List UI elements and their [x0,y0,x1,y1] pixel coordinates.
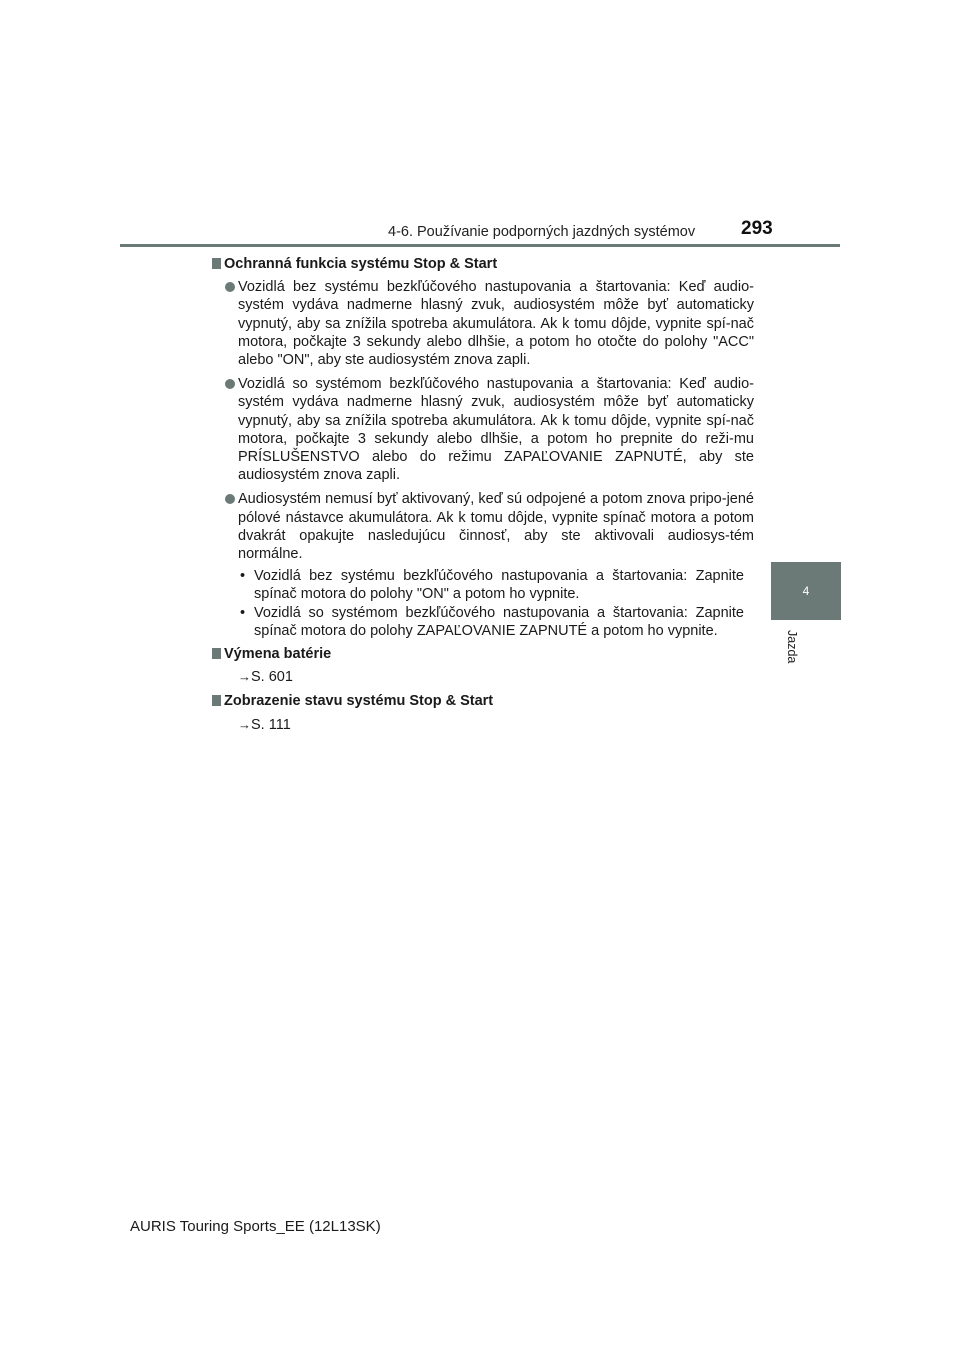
circle-bullet-icon [225,494,235,504]
section-heading-text: Ochranná funkcia systému Stop & Start [224,256,498,272]
reference-text: S. 111 [251,716,291,733]
section-heading-text: Zobrazenie stavu systému Stop & Start [224,693,494,710]
bullet-item [212,278,754,369]
footer-model-name: AURIS Touring Sports_EE (12L13SK) [130,1218,381,1235]
square-bullet-icon [212,695,221,706]
chapter-tab [771,562,841,620]
bullet-text: Vozidlá so systémom bezkľúčového nastupovania a štartovania: Keď audio-systém vydáva nadmerne hlasný zvuk, audiosystém môže byť automaticky vypnutý, aby sa znížila spotreba akumulátora. Ak k tomu dôjde, vypnite spí-nač motora, počkajte 3 sekundy alebo dlhšie, a potom ho prepnite do reži-mu PRÍSLUŠENSTVO alebo do režimu ZAPAĽOVANIE ZAPNUTÉ, aby ste audiosystém znova zapli. [238,376,754,484]
circle-bullet-icon [225,379,235,389]
dot-marker-icon: • [240,604,246,621]
sub-item-text: Vozidlá so systémom bezkľúčového nastupovania a štartovania: Zapnite spínač motora do polohy ZAPAĽOVANIE ZAPNUTÉ a potom ho vypnite. [254,604,744,639]
header-section-title: 4-6. Používanie podporných jazdných systémov [388,224,696,240]
bullet-text: Vozidlá bez systému bezkľúčového nastupovania a štartovania: Keď audio-systém vydáva nadmerne hlasný zvuk, audiosystém môže byť automaticky vypnutý, aby sa znížila spotreba akumulátora. Ak k tomu dôjde, vypnite spí-nač motora, počkajte 3 sekundy alebo dlhšie, a potom ho otočte do polohy "ACC" alebo "ON", aby ste audiosystém znova zapli. [238,279,754,369]
square-bullet-icon [212,648,221,659]
reference-text: S. 601 [251,669,293,686]
page-reference[interactable] [212,716,754,734]
section-heading [212,645,754,663]
page-number: 293 [741,218,773,239]
section-heading [212,255,754,273]
bullet-text: Audiosystém nemusí byť aktivovaný, keď sú odpojené a potom znova pripo-jené pólové nástavce akumulátora. Ak k tomu dôjde, vypnite spínač motora a potom dvakrát opakujte nasledujúcu činnosť, aby ste aktivovali audiosys-tém normálne. [238,491,754,563]
sub-list [212,567,754,640]
section-heading-text: Výmena batérie [224,646,332,663]
page-content [212,255,754,740]
sub-item [212,604,754,640]
dot-marker-icon: • [240,568,246,585]
sub-item [212,567,754,603]
arrow-right-icon: → [238,669,251,685]
chapter-number: 4 [802,584,810,598]
sub-item-text: Vozidlá bez systému bezkľúčového nastupovania a štartovania: Zapnite spínač motora do polohy "ON" a potom ho vypnite. [254,568,744,603]
arrow-right-icon: → [238,716,251,732]
chapter-title: Jazda [785,630,799,664]
page-reference[interactable] [212,668,754,686]
section-heading [212,692,754,710]
header-rule [120,244,840,247]
circle-bullet-icon [225,282,235,292]
bullet-item [212,375,754,484]
bullet-item [212,490,754,563]
square-bullet-icon [212,258,221,269]
